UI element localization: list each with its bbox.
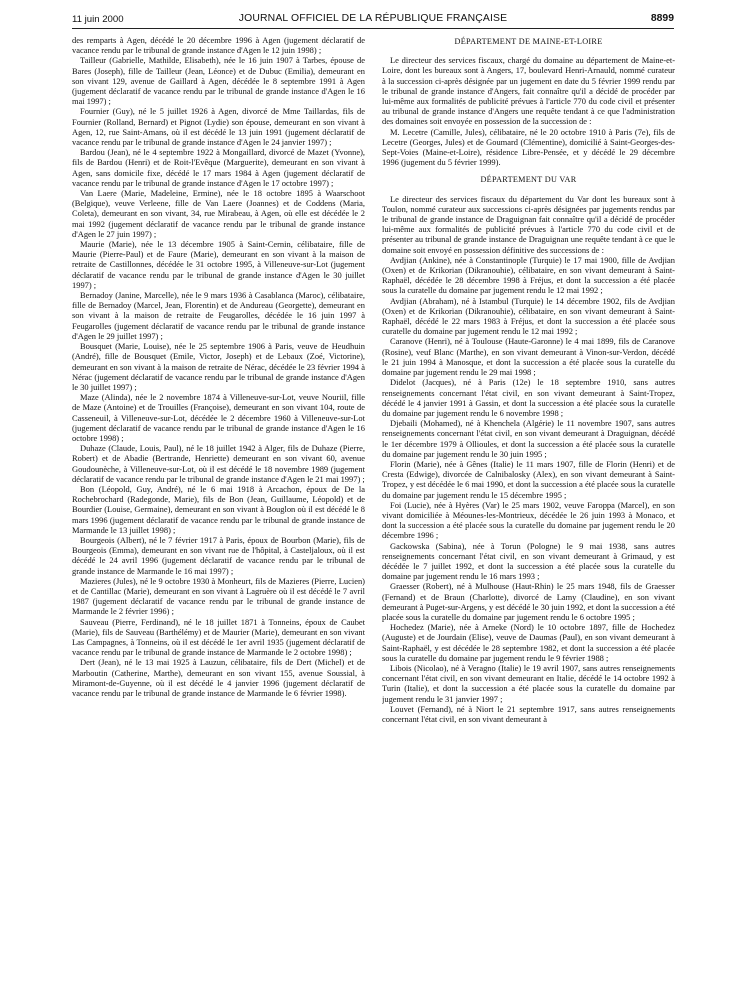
- entry-paragraph: Van Laere (Marie, Madeleine, Ermine), née le 18 octobre 1895 à Waarschoot (Belgique), veuve Verleene, fille de Van Laere (Joannes) et de Coddens (Maria, Coleta), demeurant en son vivant, 34, rue Mirabeau, à Agen, où elle est décédée le 2 mai 1992 (jugement déclaratif de vacance rendu par le tribunal de grande instance d'Agen le 27 juin 1997) ;: [72, 188, 365, 239]
- entry-paragraph: M. Lecetre (Camille, Jules), célibataire, né le 20 octobre 1910 à Paris (7e), fils de Lecetre (Georges, Jules) et de Goumard (Clémentine), domicilié à Saint-Georges-des-Sept-Voies (Maine-et-Loire), résidence Libre-Pensée, et y décédé le 29 décembre 1996 (jugement du 5 février 1999).: [382, 126, 675, 168]
- entry-paragraph: Hochedez (Marie), née à Arneke (Nord) le 10 octobre 1897, fille de Hochedez (Auguste) et de Jourdain (Elise), veuve de Daumas (Paul), en son vivant demeurant à Saint-Raphaël, y est décédée le 28 septembre 1982, et dont la succession a été placée sous la curatelle du domaine par jugement rendu le 9 février 1988 ;: [382, 622, 675, 663]
- entry-paragraph: Maze (Alinda), née le 2 novembre 1874 à Villeneuve-sur-Lot, veuve Nouriil, fille de Maze (Antoine) et de Trouilles (Françoise), demeurant en son vivant 104, route de Casseneuil, à Villeneuve-sur-Lot, décédée le 2 décembre 1960 à Villeneuve-sur-Lot (jugement déclaratif de vacance rendu par le tribunal de grande instance d'Agen le 16 octobre 1998) ;: [72, 392, 365, 443]
- entry-paragraph: Tailleur (Gabrielle, Mathilde, Elisabeth), née le 16 juin 1907 à Tarbes, épouse de Bares (Joseph), fille de Tailleur (Jean, Léonce) et de Dubuc (Emilia), demeurant en son vivant 129, avenue de Gaillard à Agen, décédée le 8 septembre 1991 à Agen (jugement déclaratif de vacance rendu par le tribunal de grande instance d'Agen le 16 mai 1997) ;: [72, 55, 365, 107]
- entry-paragraph: Dert (Jean), né le 13 mai 1925 à Lauzun, célibataire, fils de Dert (Michel) et de Marboutin (Catherine, Marthe), demeurant en son vivant 155, avenue Soussial, à Miramont-de-Guyenne, où il est décédé le 4 janvier 1996 (jugement déclaratif de vacance rendu par le tribunal de grande instance de Marmande le 6 février 1998).: [72, 657, 365, 698]
- entry-paragraph: Maurie (Marie), née le 13 décembre 1905 à Saint-Cernin, célibataire, fille de Maurie (Pierre-Paul) et de Faure (Marie), demeurant en son vivant à la maison de retraite de Castillonnes, décédée le 31 octobre 1995, à Villeneuve-sur-Lot (jugement déclaratif de vacance rendu par le tribunal de grande instance d'Agen le 30 juillet 1997) ;: [72, 239, 365, 290]
- header-title: JOURNAL OFFICIEL DE LA RÉPUBLIQUE FRANÇAISE: [238, 13, 508, 24]
- section-spacer: [382, 167, 675, 173]
- entry-paragraph: Bernadoy (Janine, Marcelle), née le 9 mars 1936 à Casablanca (Maroc), célibataire, fille de Bernadoy (Marcel, Jean, Florentin) et de Andureau (Georgette), demeurant en son vivant à la maison de retraite de Feugarolles, décédée le 16 juin 1997 à Feugarolles (jugement déclaratif de vacance rendu par le tribunal de grande instance d'Agen le 29 juillet 1997) ;: [72, 290, 365, 341]
- entry-paragraph: Didelot (Jacques), né à Paris (12e) le 18 septembre 1910, sans autres renseignements concernant l'état civil, en son vivant demeurant à Saint-Tropez, décédé le 4 janvier 1991 à Gassin, et dont la succession a été placée sous la curatelle du domaine par jugement rendu le 6 novembre 1998 ;: [382, 377, 675, 418]
- entry-paragraph: Caranove (Henri), né à Toulouse (Haute-Garonne) le 4 mai 1899, fils de Caranove (Rosine), veuf Blanc (Marthe), en son vivant demeurant à Vinon-sur-Verdon, décédé le 21 juin 1994 à Manosque, et dont la succession a été placée sous la curatelle du domaine par jugement rendu le 29 mai 1998 ;: [382, 336, 675, 378]
- section-intro-paragraph: Le directeur des services fiscaux, chargé du domaine au département de Maine-et-Loire, dont les bureaux sont à Angers, 17, boulevard Henri-Arnauld, nommé curateur à la succession ci-après désignée par un jugement en date du 5 février 1999 rendu par le tribunal de grande instance d'Angers, fait connaître qu'il a décidé de procéder par lui-même aux formalités de publicité prévues à l'article 770 du code civil et présenter au tribunal de grande instance d'Angers une requête tendant à ce que l'administration des domaines soit envoyée en possession de la succession de :: [382, 55, 675, 127]
- section-heading-var: DÉPARTEMENT DU VAR: [480, 175, 577, 185]
- entry-paragraph: Libois (Nicolao), né à Veragno (Italie) le 19 avril 1907, sans autres renseignements concernant l'état civil, en son vivant demeurant en Italie, décédé le 14 octobre 1992 à Turin (Italie), et dont la succession a été placée sous la curatelle du domaine par jugement rendu le 31 janvier 1997 ;: [382, 662, 675, 704]
- entry-paragraph: Bourgeois (Albert), né le 7 février 1917 à Paris, époux de Bourbon (Marie), fils de Bourgeois (Emma), demeurant en son vivant rue de l'hôpital, à Casteljaloux, où il est décédé le 24 avril 1996 (jugement déclaratif de vacance rendu par le tribunal de grande instance de Marmande le 16 mai 1997) ;: [72, 534, 365, 576]
- entry-paragraph: Mazieres (Jules), né le 9 octobre 1930 à Monheurt, fils de Mazieres (Pierre, Lucien) et de Cantillac (Marie), demeurant en son vivant à Lagruère où il est décédé le 7 avril 1987 (jugement déclaratif de vacance rendu par le tribunal de grande instance de Marmande le 2 février 1996) ;: [72, 575, 365, 617]
- entry-paragraph: Avdjian (Abraham), né à Istambul (Turquie) le 14 décembre 1902, fils de Avdjian (Oxen) et de Krikorian (Dikranouhie), célibataire, en son vivant demeurant à Saint-Raphaël, décédé le 22 mars 1983 à Fréjus, et dont la succession a été placée sous curatelle du domaine par jugement rendu le 12 mai 1992 ;: [382, 295, 675, 337]
- entry-paragraph: des remparts à Agen, décédé le 20 décembre 1996 à Agen (jugement déclaratif de vacance rendu par le tribunal de grande instance d'Agen le 12 juin 1998) ;: [72, 35, 365, 56]
- entry-paragraph: Sauveau (Pierre, Ferdinand), né le 18 juillet 1871 à Tonneins, époux de Caubet (Marie), fils de Sauveau (Barthélémy) et de Maurier (Marie), demeurant en son vivant Las Campagnes, à Tonneins, où il est décédé le 1er avril 1935 (jugement déclaratif de vacance rendu par le tribunal de grande instance de Marmande le 2 octobre 1998) ;: [72, 616, 365, 658]
- entry-paragraph: Fournier (Guy), né le 5 juillet 1926 à Agen, divorcé de Mme Taillardas, fils de Fournier (Rolland, Bernard) et Pignot (Lydie) son épouse, demeurant en son vivant à Agen, 12, rue Saint-Amans, où il est décédé le 13 juin 1991 (jugement déclaratif de vacance rendu par le tribunal de grande instance d'Agen le 24 janvier 1997) ;: [72, 106, 365, 148]
- entry-paragraph: Florin (Marie), née à Gênes (Italie) le 11 mars 1907, fille de Florin (Henri) et de Cresta (Edwige), divorcée de Calnibalosky (Alex), en son vivant demeurant à Saint-Tropez, y est décédée le 6 mai 1990, et dont la succession a été placée sous la curatelle du domaine par jugement rendu le 15 décembre 1995 ;: [382, 458, 675, 500]
- entry-paragraph: Gackowska (Sabina), née à Torun (Pologne) le 9 mai 1938, sans autres renseignements concernant l'état civil, en son vivant demeurant à Grimaud, y est décédée le 7 juillet 1992, et dont la succession a été placée sous la curatelle du domaine par jugement rendu le 16 mars 1993 ;: [382, 540, 675, 582]
- entry-paragraph: Djebaili (Mohamed), né à Khenchela (Algérie) le 11 novembre 1907, sans autres renseignements concernant l'état civil, en son vivant demeurant à Draguignan, décédé le 1er décembre 1979 à Ollioules, et dont la succession a été placée sous la curatelle du domaine par jugement rendu le 30 juin 1995 ;: [382, 418, 675, 459]
- header-page-number: 8899: [650, 13, 674, 24]
- entry-paragraph: Louvet (Fernand), né à Niort le 21 septembre 1917, sans autres renseignements concernant l'état civil, en son vivant demeurant à: [382, 703, 675, 724]
- header-date: 11 juin 2000: [72, 14, 124, 25]
- page-header: [72, 12, 674, 29]
- entry-paragraph: Bardou (Jean), né le 4 septembre 1922 à Mongaillard, divorcé de Mazet (Yvonne), fils de Bardou (Henri) et de Roit-l'Evêque (Marguerite), demeurant en son vivant à Agen, sans domicile fixe, décédé le 17 mars 1984 à Agen (jugement déclaratif de vacance rendu par le tribunal de grande instance d'Agen le 17 octobre 1997) ;: [72, 147, 365, 188]
- entry-paragraph: Bon (Léopold, Guy, André), né le 6 mai 1918 à Arcachon, époux de De la Rochebrochard (Radegonde, Marie), fils de Bon (Jean, Guillaume, Léopold) et de Bourdier (Louise, Germaine), demeurant en son vivant à Bouglon où il est décédé le 8 mars 1996 (jugement déclaratif de vacance rendu par le tribunal de grande instance de Marmande le 13 juillet 1998) ;: [72, 483, 365, 535]
- right-column: [382, 35, 675, 985]
- entry-paragraph: Avdjian (Ankine), née à Constantinople (Turquie) le 17 mai 1900, fille de Avdjian (Oxen) et de Krikorian (Dikranouhie), célibataire, en son vivant demeurant à Saint-Raphaël, décédée le 28 décembre 1998 à Fréjus, et dont la succession a été placée sous la curatelle du domaine par jugement rendu le 12 mai 1992 ;: [382, 254, 675, 296]
- left-column: [72, 35, 365, 985]
- section-heading-maine-et-loire: DÉPARTEMENT DE MAINE-ET-LOIRE: [454, 37, 603, 46]
- section-intro-paragraph: Le directeur des services fiscaux du département du Var dont les bureaux sont à Toulon, nommé curateur aux successions ci-après désignées par jugements rendus par le tribunal de grande instance de Draguignan fait connaître qu'il a décidé de procéder lui-même aux formalités de publicité prévues à l'article 770 du code civil et de présenter au tribunal de grande instance de Draguignan une requête tendant à ce que le domaine soit envoyé en possession définitive des successions de :: [382, 193, 675, 255]
- entry-paragraph: Bousquet (Marie, Louise), née le 25 septembre 1906 à Paris, veuve de Heudhuin (André), fille de Bousquet (Emile, Victor, Joseph) et de Lebaux (Zoé, Victorine), demeurant en son vivant à la maison de retraite de Nérac, décédée le 23 février 1994 à Nérac (jugement déclaratif de vacance rendu par le tribunal de grande instance d'Agen le 30 juillet 1997) ;: [72, 341, 365, 392]
- entry-paragraph: Graesser (Robert), né à Mulhouse (Haut-Rhin) le 25 mars 1948, fils de Graesser (Fernand) et de Braun (Charlotte), divorcé de Lamy (Claudine), en son vivant demeurant à Puget-sur-Argens, y est décédé le 30 juin 1992, et dont la succession a été placée sous la curatelle du domaine par jugement rendu le 6 octobre 1995 ;: [382, 581, 675, 622]
- entry-paragraph: Duhaze (Claude, Louis, Paul), né le 18 juillet 1942 à Alger, fils de Duhaze (Pierre, Robert) et de Abadie (Bertrande, Henriette) demeurant en son vivant 60, avenue Goudounèche, à Villeneuve-sur-Lot, où il est décédé le 18 novembre 1989 (jugement déclaratif de vacance rendu par le tribunal de grande instance d'Agen le 21 mai 1997) ;: [72, 443, 365, 484]
- entry-paragraph: Foi (Lucie), née à Hyères (Var) le 25 mars 1902, veuve Faroppa (Marcel), en son vivant domiciliée à Méounes-les-Montrieux, décédée le 26 juin 1993 à Monaco, et dont la succession a été placée sous la curatelle du domaine par jugement rendu le 20 décembre 1996 ;: [382, 499, 675, 541]
